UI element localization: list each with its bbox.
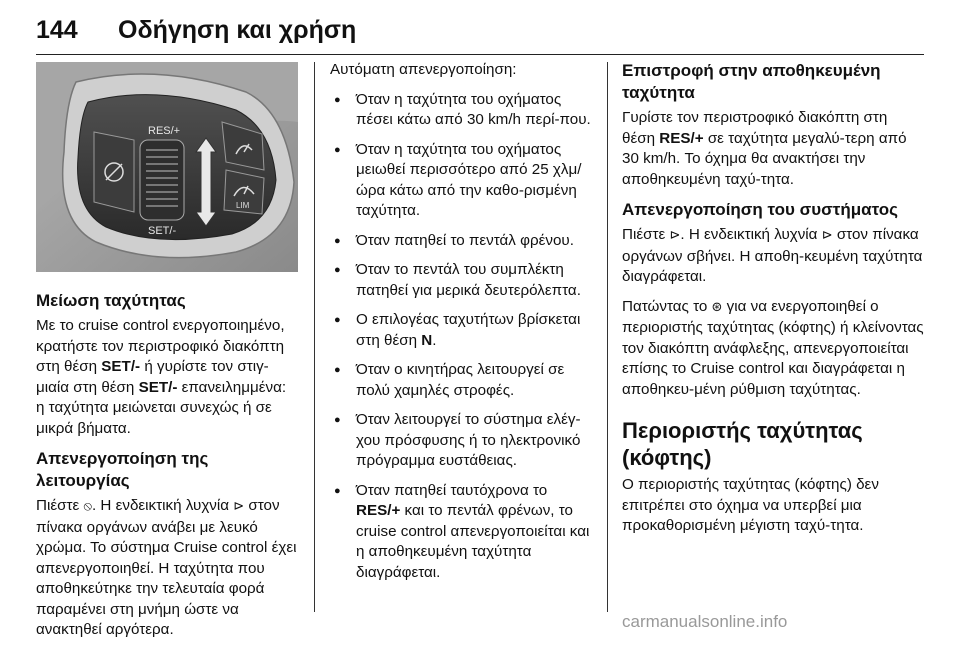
paragraph-deactivate-function: Πιέστε ⦸. Η ενδεικτική λυχνία ⊳ στον πίνακα οργάνων ανάβει με λευκό χρώμα. Το σύστημα Cruise control έχει απενεργοποιηθεί. Η ταχύτητα που αποθηκεύτηκε την τελευταία φορά παραμένει στη μνήμη ώστε να ανακτηθεί αργότερα. <box>36 497 297 638</box>
bold-term: N <box>421 331 433 349</box>
heading-deactivate-system: Απενεργοποίηση του συστήματος <box>622 200 898 219</box>
steering-wheel-control-figure <box>36 62 298 272</box>
lim-label: LIM <box>236 201 250 210</box>
auto-deactivation-intro: Αυτόματη απενεργοποίηση: <box>330 61 517 78</box>
header-rule <box>36 54 924 55</box>
text-run: Όταν ο κινητήρας λειτουργεί σε πολύ χαμηλές στροφές. <box>356 361 565 399</box>
text-run: επανειλημμένα: η ταχύτητα μειώνεται συνεχώς ή σε μικρά βήματα. <box>36 378 287 437</box>
column-1 <box>36 60 298 650</box>
bold-term: RES/+ <box>356 502 401 519</box>
list-item <box>330 360 594 401</box>
bold-term: SET/- <box>138 378 178 396</box>
column-2 <box>330 60 594 592</box>
list-item <box>330 260 594 301</box>
heading-reduce-speed: Μείωση ταχύτητας <box>36 291 186 310</box>
cruise-indicator-icon: ⊳ <box>669 228 681 243</box>
list-item <box>330 90 594 131</box>
list-item <box>330 410 594 472</box>
cancel-icon: ⦸ <box>83 499 92 514</box>
heading-speed-limiter: Περιοριστής ταχύτητας (κόφτης) <box>622 418 863 470</box>
list-item <box>330 140 594 222</box>
list-item <box>330 231 594 252</box>
bold-term: SET/- <box>101 358 141 375</box>
text-run: . <box>432 331 437 349</box>
auto-deactivation-list <box>330 90 594 584</box>
text-run: Όταν πατηθεί το πεντάλ φρένου. <box>356 231 574 249</box>
set-label: SET/- <box>148 225 177 237</box>
bold-term: RES/+ <box>659 129 704 147</box>
paragraph-deactivate-system: Πιέστε ⊳. Η ενδεικτική λυχνία ⊳ στον πίνακα οργάνων σβήνει. Η αποθη‐κευμένη ταχύτητα διαγράφεται. <box>622 226 923 285</box>
column-3 <box>622 60 924 546</box>
text-run: ή γυρίστε τον στιγ‐μιαία στη θέση <box>36 358 269 396</box>
paragraph-return-stored-speed <box>622 108 924 190</box>
paragraph-speed-limiter: Ο περιοριστής ταχύτητας (κόφτης) δεν επιτρέπει στο όχημα να υπερβεί μια προκαθορισμένη μέγιστη ταχύ‐τητα. <box>622 476 879 534</box>
heading-return-stored-speed: Επιστροφή στην αποθηκευμένη ταχύτητα <box>622 61 881 102</box>
text-run: Όταν πατηθεί ταυτόχρονα το <box>356 481 548 499</box>
paragraph-limiter-switch: Πατώντας το ⊛ για να ενεργοποιηθεί ο περιοριστής ταχύτητας (κόφτης) ή κλείνοντας τον διακόπτη ανάφλεξης, απενεργοποιείται επίσης το Cruise control και διαγράφεται η αποθηκευ‐μένη ρύθμιση ταχύτητας. <box>622 297 924 398</box>
speed-limiter-icon: ⊛ <box>711 299 723 315</box>
list-item <box>330 310 594 351</box>
column-divider-2 <box>607 62 608 612</box>
cruise-indicator-icon: ⊳ <box>233 499 245 514</box>
heading-deactivate-function: Απενεργοποίηση της λειτουργίας <box>36 449 209 490</box>
cruise-indicator-icon: ⊳ <box>821 228 833 243</box>
text-run: Όταν η ταχύτητα του οχήματος μειωθεί περισσότερο από 25 χλμ/ώρα κάτω από την καθο‐ρισμένη ταχύτητα. <box>356 140 582 219</box>
chapter-title: Οδήγηση και χρήση <box>118 16 357 44</box>
text-run: Όταν το πεντάλ του συμπλέκτη πατηθεί για μερικά δευτερόλεπτα. <box>356 261 581 299</box>
text-run: και το πεντάλ φρένων, το cruise control απενεργοποιείται και η αποθηκευμένη ταχύτητα διαγράφεται. <box>356 502 590 581</box>
res-label: RES/+ <box>148 125 181 137</box>
column-divider-1 <box>314 62 315 612</box>
watermark: carmanualsonline.info <box>622 612 788 631</box>
text-run: Όταν η ταχύτητα του οχήματος πέσει κάτω από 30 km/h περί‐που. <box>356 90 591 128</box>
text-run: Με το cruise control ενεργοποιημένο, κρατήστε τον περιστροφικό διακόπτη στη θέση <box>36 317 285 375</box>
paragraph-reduce-speed <box>36 316 298 439</box>
list-item <box>330 481 594 584</box>
page-header <box>36 8 924 56</box>
cruise-control-switch-illustration <box>36 62 298 272</box>
text-run: Ο επιλογέας ταχυτήτων βρίσκεται στη θέση <box>356 311 581 349</box>
text-run: σε ταχύτητα μεγαλύ‐τερη από 30 km/h. Το όχημα θα ανακτήσει την αποθηκευμένη ταχύ‐τητα. <box>622 129 907 188</box>
text-run: Όταν λειτουργεί το σύστημα ελέγ‐χου πρόσφυσης ή το ηλεκτρονικό πρόγραμμα ευστάθειας. <box>356 411 581 469</box>
page-number: 144 <box>36 16 78 44</box>
text-run: Γυρίστε τον περιστροφικό διακόπτη στη θέση <box>622 109 888 147</box>
